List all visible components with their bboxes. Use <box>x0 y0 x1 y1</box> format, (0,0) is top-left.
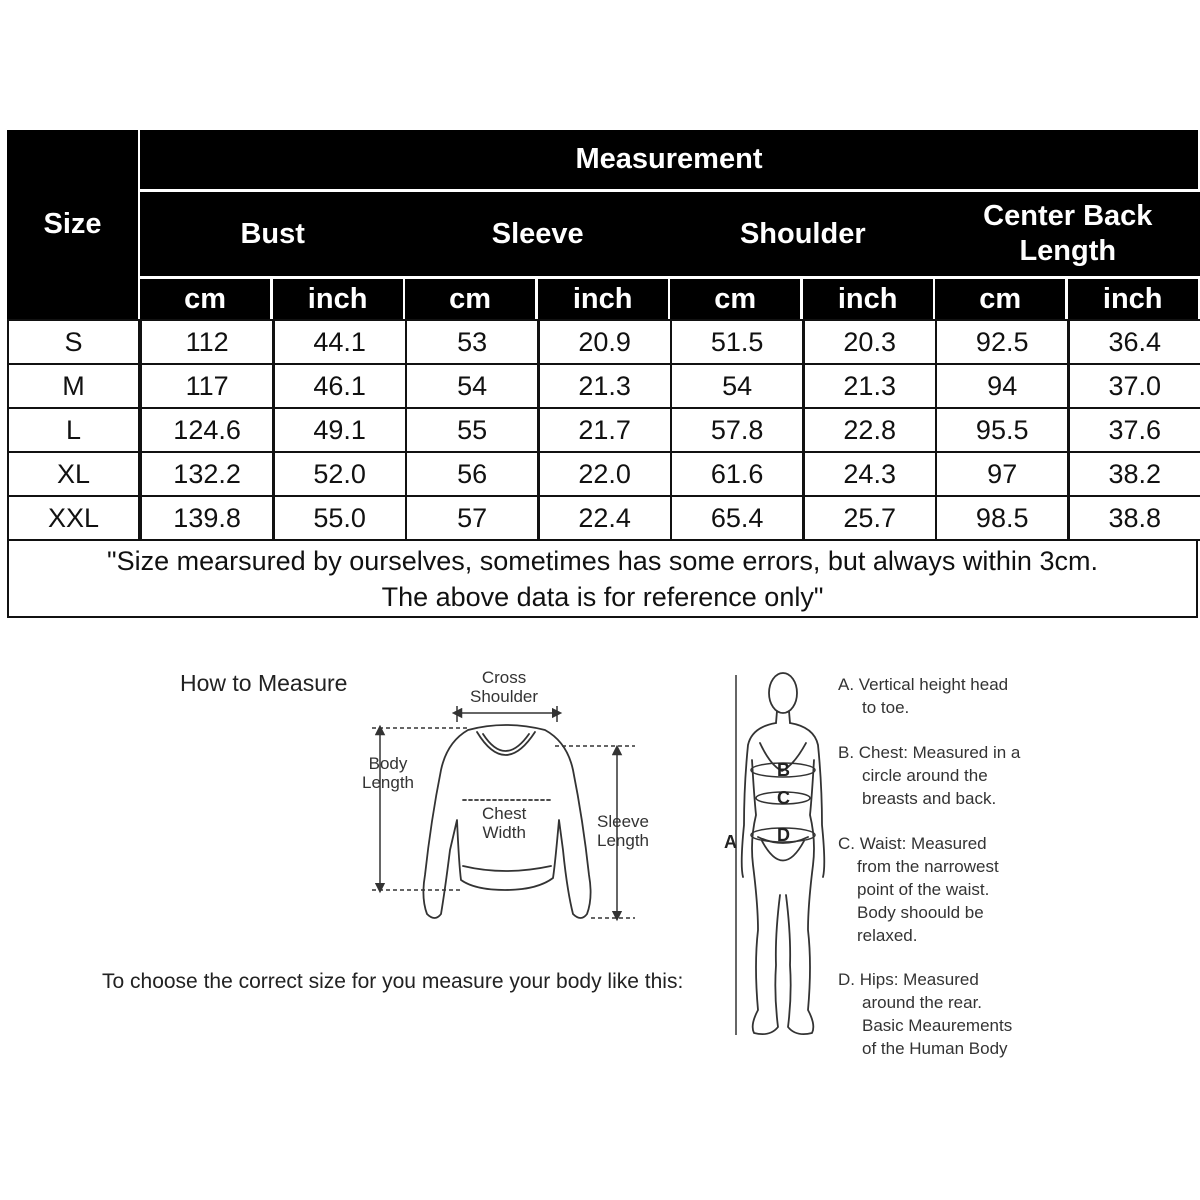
desc-c-line2: from the narrowest <box>857 857 999 876</box>
sleeve-length-label <box>597 812 649 850</box>
measurement-header: Measurement <box>140 130 1198 189</box>
unit-header: cm <box>935 279 1065 319</box>
value-cell: 97 <box>935 451 1069 497</box>
value-cell: 25.7 <box>803 495 937 541</box>
desc-b-line2: circle around the <box>862 766 988 785</box>
unit-header: inch <box>1068 279 1198 319</box>
value-cell: 53 <box>405 319 539 365</box>
unit-header: cm <box>670 279 800 319</box>
size-note-line: The above data is for reference only" <box>381 581 824 612</box>
value-cell: 22.0 <box>538 451 672 497</box>
unit-header: cm <box>405 279 535 319</box>
value-cell: 92.5 <box>935 319 1069 365</box>
unit-header: inch <box>273 279 403 319</box>
value-cell: 55 <box>405 407 539 453</box>
value-cell: 124.6 <box>140 407 274 453</box>
body-length-label-line1: Body <box>368 754 408 773</box>
chest-width-label-line2: Width <box>482 823 526 842</box>
desc-d-line4: of the Human Body <box>862 1039 1008 1058</box>
value-cell: 57 <box>405 495 539 541</box>
size-chart-table <box>7 130 1198 618</box>
desc-a <box>838 673 1008 719</box>
value-cell: 46.1 <box>273 363 407 409</box>
sleeve-length-label-line1: Sleeve <box>597 812 649 831</box>
desc-c <box>838 832 999 947</box>
letter-d: D <box>777 825 790 845</box>
desc-c-line3: point of the waist. <box>857 880 990 899</box>
unit-header: inch <box>538 279 668 319</box>
size-cell: XL <box>7 451 140 497</box>
size-cell: L <box>7 407 140 453</box>
desc-d <box>838 968 1012 1060</box>
value-cell: 21.3 <box>803 363 937 409</box>
value-cell: 38.8 <box>1068 495 1200 541</box>
how-to-measure-title: How to Measure <box>180 670 348 696</box>
desc-b-line1: B. Chest: Measured in a <box>838 743 1021 762</box>
figure-right-side <box>786 723 824 1034</box>
value-cell: 20.9 <box>538 319 672 365</box>
group-header: Sleeve <box>405 192 670 276</box>
group-header: Shoulder <box>670 192 935 276</box>
value-cell: 44.1 <box>273 319 407 365</box>
value-cell: 61.6 <box>670 451 804 497</box>
figure-left-side <box>742 723 780 1034</box>
value-cell: 36.4 <box>1068 319 1200 365</box>
value-cell: 98.5 <box>935 495 1069 541</box>
value-cell: 95.5 <box>935 407 1069 453</box>
sleeve-length-label-line2: Length <box>597 831 649 850</box>
value-cell: 112 <box>140 319 274 365</box>
value-cell: 52.0 <box>273 451 407 497</box>
value-cell: 54 <box>405 363 539 409</box>
size-note-line: "Size mearsured by ourselves, sometimes has some errors, but always within 3cm. <box>107 545 1098 576</box>
value-cell: 37.0 <box>1068 363 1200 409</box>
value-cell: 22.4 <box>538 495 672 541</box>
value-cell: 20.3 <box>803 319 937 365</box>
value-cell: 54 <box>670 363 804 409</box>
value-cell: 139.8 <box>140 495 274 541</box>
unit-header: inch <box>803 279 933 319</box>
sweater-waistband <box>463 866 551 871</box>
instruction-text: To choose the correct size for you measure your body like this: <box>102 970 684 993</box>
size-header: Size <box>7 130 138 319</box>
letter-a: A <box>724 832 737 852</box>
value-cell: 65.4 <box>670 495 804 541</box>
desc-b-line3: breasts and back. <box>862 789 997 808</box>
value-cell: 56 <box>405 451 539 497</box>
chest-width-label <box>482 804 526 842</box>
desc-d-line3: Basic Meaurements <box>862 1016 1013 1035</box>
value-cell: 37.6 <box>1068 407 1200 453</box>
group-header: Center Back Length <box>935 192 1200 276</box>
figure-head <box>769 673 797 713</box>
value-cell: 57.8 <box>670 407 804 453</box>
desc-c-line1: C. Waist: Measured <box>838 834 987 853</box>
value-cell: 38.2 <box>1068 451 1200 497</box>
desc-a-line2: to toe. <box>862 698 910 717</box>
body-length-label <box>362 754 414 792</box>
body-figure-diagram <box>720 665 830 1045</box>
cross-shoulder-label-line1: Cross <box>481 668 527 687</box>
desc-c-line5: relaxed. <box>857 926 918 945</box>
desc-c-line4: Body shoould be <box>857 903 984 922</box>
size-note <box>7 539 1198 618</box>
value-cell: 117 <box>140 363 274 409</box>
chest-width-label-line1: Chest <box>482 804 527 823</box>
cross-shoulder-label <box>470 668 538 706</box>
letter-c: C <box>777 788 790 808</box>
desc-b <box>838 741 1020 810</box>
value-cell: 22.8 <box>803 407 937 453</box>
letter-b: B <box>777 760 790 780</box>
value-cell: 21.7 <box>538 407 672 453</box>
value-cell: 51.5 <box>670 319 804 365</box>
value-cell: 132.2 <box>140 451 274 497</box>
value-cell: 21.3 <box>538 363 672 409</box>
value-cell: 94 <box>935 363 1069 409</box>
desc-d-line2: around the rear. <box>862 993 983 1012</box>
value-cell: 24.3 <box>803 451 937 497</box>
desc-a-line1: A. Vertical height head <box>838 675 1009 694</box>
body-length-label-line2: Length <box>362 773 414 792</box>
unit-header: cm <box>140 279 270 319</box>
group-header: Bust <box>140 192 405 276</box>
desc-d-line1: D. Hips: Measured <box>838 970 979 989</box>
value-cell: 55.0 <box>273 495 407 541</box>
size-cell: XXL <box>7 495 140 541</box>
size-cell: M <box>7 363 140 409</box>
value-cell: 49.1 <box>273 407 407 453</box>
cross-shoulder-label-line2: Shoulder <box>470 687 539 706</box>
size-cell: S <box>7 319 140 365</box>
